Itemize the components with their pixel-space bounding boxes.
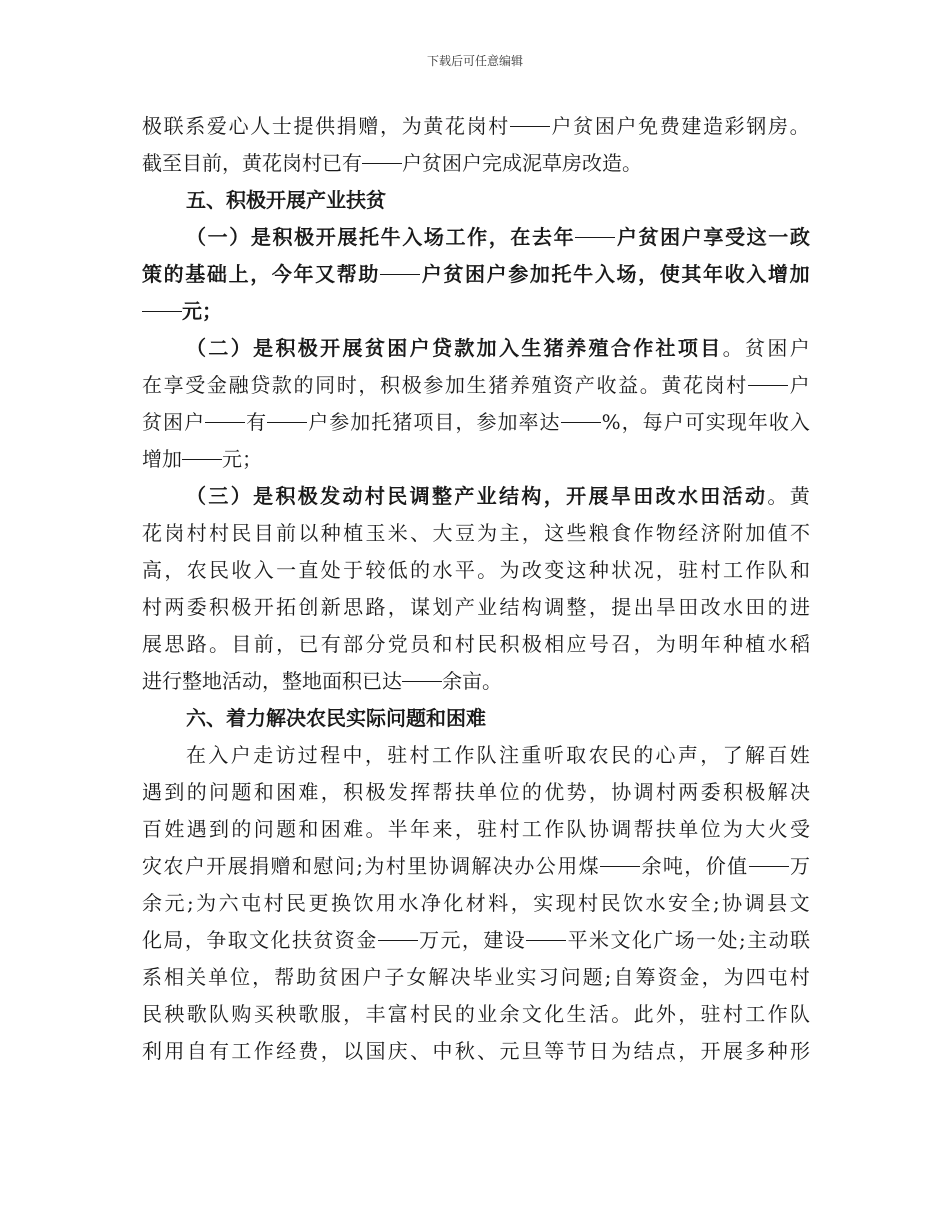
paragraph-line: 在 享 受 金 融 贷 款 的 同 时 ， 积 极 参 加 生 猪 养 殖 资 产 收 益 。 黄 花 岗 村 户 — [142, 367, 810, 404]
fill-in-blank — [380, 256, 420, 275]
paragraph-line: 花 岗 村 村 民 目 前 以 种 植 玉 米 、 大 豆 为 主 ， 这 些 粮 食 作 物 经 济 附 加 值 不 — [142, 521, 810, 545]
paragraph-line: 贫 困 户 有 户 参 加 托 猪 项 目 ， 参 加 率 达 % ， 每 户 可 实 现 年 收 入 — [142, 404, 810, 441]
paragraph-line: （ 三 ） 是 积 极 发 动 村 民 调 整 产 业 结 构 ， 开 展 旱 田 改 水 田 活 动 。 黄 — [186, 484, 810, 508]
paragraph-line: 极 联 系 爱 心 人 士 提 供 捐 赠 ， 为 黄 花 岗 村 户 贫 困 户 免 费 建 造 彩 钢 房 。 — [142, 108, 810, 145]
fill-in-blank — [182, 441, 222, 460]
paragraph-line: 民 秧 歌 队 购 买 秧 歌 服 ， 丰 富 村 民 的 业 余 文 化 生 活 。 此 外 ， 驻 村 工 作 队 — [142, 1002, 810, 1026]
section-heading: 五 、 积 极 开 展 产 业 扶 贫 — [186, 188, 386, 212]
paragraph-line: 村 两 委 积 极 开 拓 创 新 思 路 ， 谋 划 产 业 结 构 调 整 ， 提 出 旱 田 改 水 田 的 进 — [142, 595, 810, 619]
fill-in-blank — [362, 145, 402, 164]
paragraph-line: 遇 到 的 问 题 和 困 难 ， 积 极 发 挥 帮 扶 单 位 的 优 势 ， 协 调 村 两 委 积 极 解 决 — [142, 780, 810, 804]
paragraph-line: 灾 农 户 开 展 捐 赠 和 慰 问 ; 为 村 里 协 调 解 决 办 公 用 煤 余 吨 ， 价 值 万 — [142, 848, 810, 885]
fill-in-blank — [575, 219, 615, 238]
page-header: 下载后可任意编辑 — [426, 54, 523, 68]
fill-in-blank — [600, 848, 640, 867]
fill-in-blank — [526, 922, 566, 941]
fill-in-blank — [561, 404, 601, 423]
paragraph-line: 截 至 目 前 ， 黄 花 岗 村 已 有 户 贫 困 户 完 成 泥 草 房 改 造 。 — [142, 145, 810, 182]
paragraph-line: 百 姓 遇 到 的 问 题 和 困 难 。 半 年 来 ， 驻 村 工 作 队 协 调 帮 扶 单 位 为 大 火 受 — [142, 817, 810, 841]
paragraph-line: 在 入 户 走 访 过 程 中 ， 驻 村 工 作 队 注 重 听 取 农 民 的 心 声 ， 了 解 百 姓 — [186, 743, 810, 767]
paragraph-line: 利 用 自 有 工 作 经 费 ， 以 国 庆 、 中 秋 、 元 旦 等 节 日 为 结 点 ， 开 展 多 种 形 — [142, 1039, 810, 1063]
paragraph-line: 高 ， 农 民 收 入 一 直 处 于 较 低 的 水 平 。 为 改 变 这 种 状 况 ， 驻 村 工 作 队 和 — [142, 558, 810, 582]
paragraph-line: 增 加 元 ； — [142, 441, 810, 478]
fill-in-blank — [749, 848, 789, 867]
document-body — [142, 108, 810, 1070]
paragraph-line: 余 元 ; 为 六 屯 村 民 更 换 饮 用 水 净 化 材 料 ， 实 现 村 民 饮 水 安 全 ; 协 调 县 文 — [142, 891, 810, 915]
fill-in-blank — [510, 108, 550, 127]
paragraph-line: （ 二 ） 是 积 极 开 展 贫 困 户 贷 款 加 入 生 猪 养 殖 合 作 社 项 目 。 贫 困 户 — [186, 336, 810, 360]
paragraph-line: （ 一 ） 是 积 极 开 展 托 牛 入 场 工 作 ， 在 去 年 户 贫 困 户 享 受 这 一 政 — [142, 219, 810, 256]
paragraph-line: 策 的 基 础 上 ， 今 年 又 帮 助 户 贫 困 户 参 加 托 牛 入 场 ， 使 其 年 收 入 增 加 — [142, 256, 810, 293]
paragraph-line: 元 ； — [142, 293, 810, 330]
paragraph-line: 化 局 ， 争 取 文 化 扶 贫 资 金 万 元 ， 建 设 平 米 文 化 广 场 一 处 ; 主 动 联 — [142, 922, 810, 959]
fill-in-blank — [205, 404, 245, 423]
paragraph-line: 展 思 路 。 目 前 ， 已 有 部 分 党 员 和 村 民 积 极 相 应 号 召 ， 为 明 年 种 植 水 稻 — [142, 632, 810, 656]
fill-in-blank — [748, 367, 788, 386]
fill-in-blank — [402, 663, 442, 682]
fill-in-blank — [142, 293, 182, 312]
fill-in-blank — [267, 404, 307, 423]
fill-in-blank — [378, 922, 418, 941]
section-heading: 六 、 着 力 解 决 农 民 实 际 问 题 和 困 难 — [186, 706, 486, 730]
paragraph-line: 系 相 关 单 位 ， 帮 助 贫 困 户 子 女 解 决 毕 业 实 习 问 题 ; 自 筹 资 金 ， 为 四 屯 村 — [142, 965, 810, 989]
paragraph-line: 进 行 整 地 活 动 ， 整 地 面 积 已 达 余 亩 。 — [142, 663, 810, 700]
